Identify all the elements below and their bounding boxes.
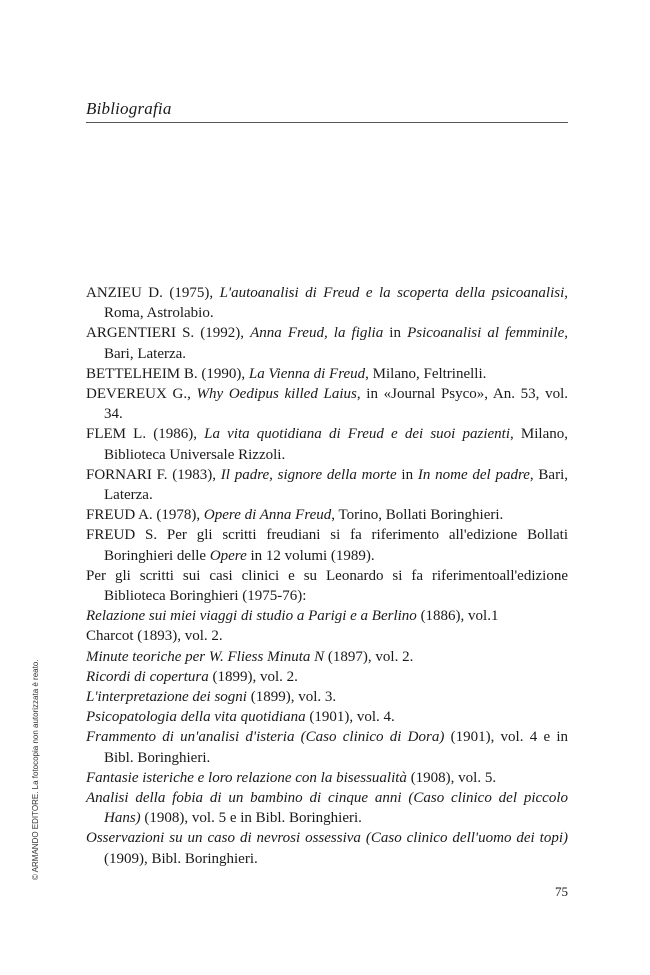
entry-text: FREUD S. Per gli scritti freudiani si fa riferimento all'edizione Bollati Boringhieri delle [86,527,568,564]
entry-title-italic: L'interpretazione dei sogni [86,689,247,706]
entry-title-italic: Analisi della fobia di un bambino di cinque anni (Caso clinico del piccolo Hans) [86,790,568,827]
entry-text: FREUD A. (1978), [86,507,204,524]
entry-title-italic: La Vienna di Freud [248,365,366,382]
entry-title-italic: Minute teoriche per W. Fliess Minuta N [86,648,325,665]
entry-text: (1899), vol. 2. [208,668,298,685]
entry-text: (1901), vol. 4 e in Bibl. Boringhieri. [104,729,568,766]
entry-title-italic: Anna Freud, la figlia [250,325,384,342]
header-rule [86,122,568,123]
entry-title-italic: Psicopatologia della vita quotidiana [86,709,306,726]
entry-title-italic: Psicoanalisi al femminile [407,325,565,342]
entry-title-italic: Osservazioni su un caso di nevrosi ossessiva (Caso clinico dell'uomo dei topi) [86,830,568,847]
entry-text: in 12 volumi (1989). [246,547,375,564]
entry-text: (1897), vol. 2. [324,648,414,665]
entry-title-italic: Frammento di un'analisi d'isteria (Caso clinico di Dora) [86,729,445,746]
entry-text: FORNARI F. (1983), [86,466,221,483]
entry-text: (1886), vol.1 [416,608,499,625]
entry-text: (1899), vol. 3. [246,689,337,706]
entry-title-italic: Opere [209,547,247,564]
entry-text: , Milano, Feltrinelli. [365,365,487,382]
bibliography-entry [86,606,568,626]
entry-text: ARGENTIERI S. (1992), [86,325,251,342]
running-header-title: Bibliografia [86,99,172,118]
bibliography-entry [86,768,568,788]
entry-title-italic: Fantasie isteriche e loro relazione con la bisessualità [86,769,407,786]
entry-title-italic: Il padre, signore della morte [220,466,397,483]
entry-text: , Torino, Bollati Boringhieri. [331,507,504,524]
bibliography-entry [86,323,568,363]
bibliography-entry [86,505,568,525]
entry-title-italic: Ricordi di copertura [86,668,209,685]
entry-text: in [383,325,408,342]
bibliography-entry [86,788,568,828]
bibliography-entry [86,424,568,464]
entry-title-italic: Relazione sui miei viaggi di studio a Parigi e a Berlino [86,608,417,625]
bibliography-entry [86,828,568,868]
entry-text: , Bari, Laterza. [104,466,568,504]
entry-text: (1909), Bibl. Boringhieri. [104,850,258,867]
entry-text: , Milano, Biblioteca Universale Rizzoli. [104,426,568,463]
entry-text: Per gli scritti sui casi clinici e su Leonardo si fa riferimentoall'edizione Biblioteca Boringhieri (1975-76): [86,567,568,605]
copyright-notice: © ARMANDO EDITORE. La fotocopia non autorizzata è reato. [31,659,40,880]
entry-title-italic: In nome del padre [417,466,530,483]
entry-title-italic: Opere di Anna Freud [203,507,332,524]
bibliography-entry [86,525,568,565]
entry-text: , Bari, Laterza. [104,325,568,362]
entry-text: (1908), vol. 5. [406,769,497,786]
bibliography-entry [86,707,568,727]
entry-text: Charcot (1893), vol. 2. [86,628,223,645]
bibliography-entry [86,465,568,505]
bibliography-entry [86,667,568,687]
page-number: 75 [555,884,568,899]
entry-text: in [396,466,418,483]
bibliography-entry [86,727,568,767]
bibliography-entry [86,566,568,606]
entry-text: , Roma, Astrolabio. [104,285,569,322]
entry-text: (1901), vol. 4. [305,709,395,726]
bibliography-entry [86,647,568,667]
entry-title-italic: La vita quotidiana di Freud e dei suoi pazienti [204,426,510,443]
bibliography-entry [86,626,568,646]
entry-text: ANZIEU D. (1975), [86,285,220,301]
bibliography-entry [86,364,568,384]
bibliography-list [86,283,568,869]
entry-title-italic: Why Oedipus killed Laius [196,386,357,403]
entry-text: BETTELHEIM B. (1990), [86,365,249,382]
bibliography-entry [86,283,568,323]
entry-text: DEVEREUX G., [86,386,197,403]
bibliography-entry [86,384,568,424]
bibliography-entry [86,687,568,707]
entry-title-italic: L'autoanalisi di Freud e la scoperta della psicoanalisi [219,285,565,301]
entry-text: FLEM L. (1986), [86,426,205,443]
entry-text: , in «Journal Psyco», An. 53, vol. 34. [104,386,568,423]
entry-text: (1908), vol. 5 e in Bibl. Boringhieri. [140,810,362,827]
